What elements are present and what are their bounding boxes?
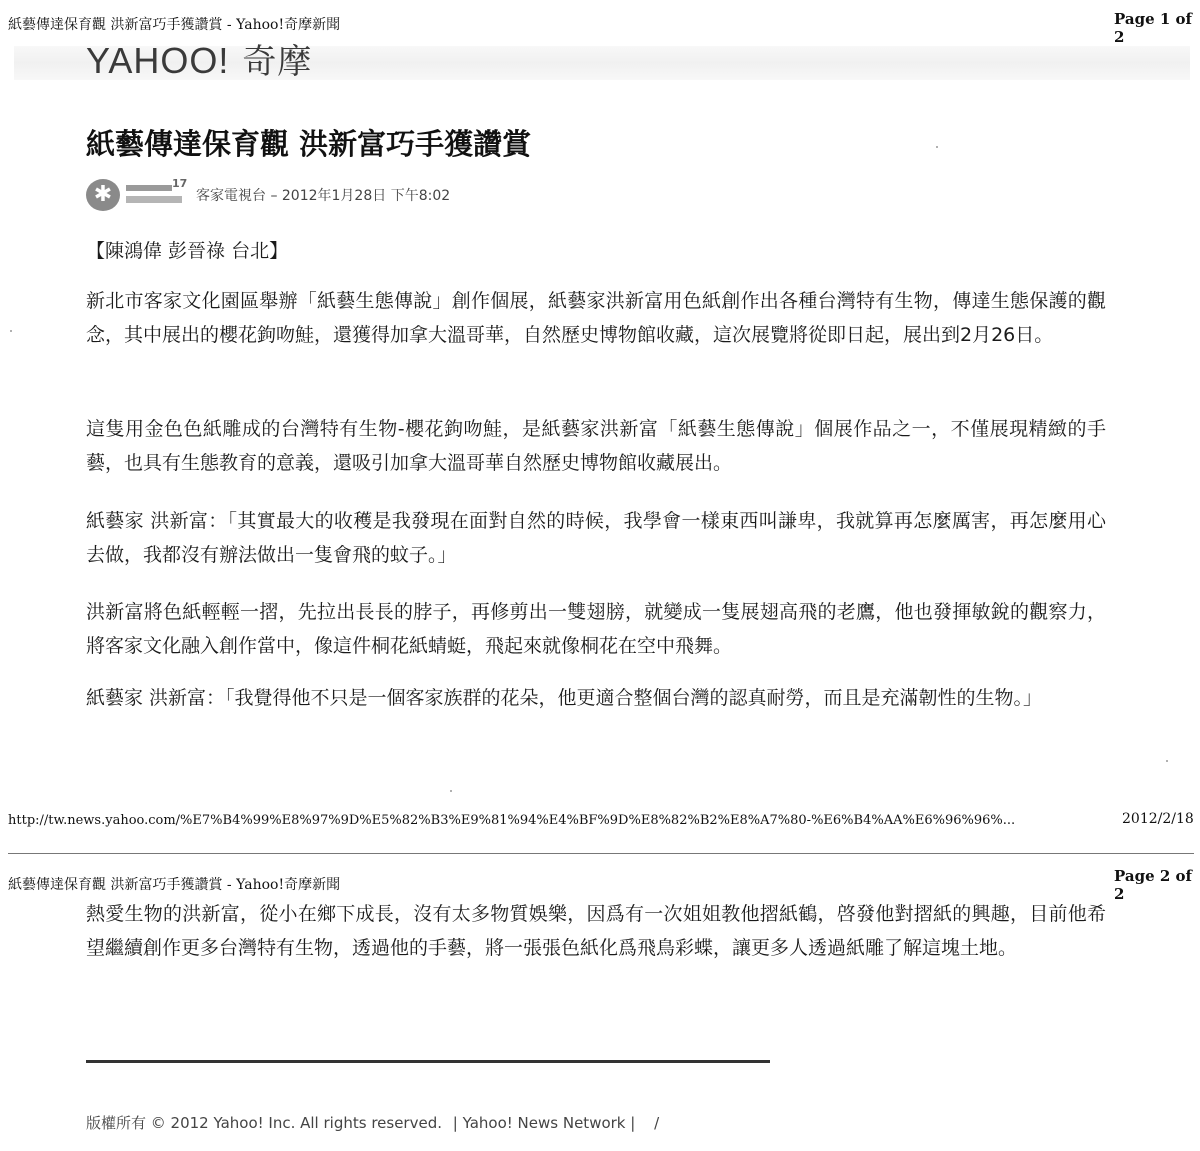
paragraph-4: 洪新富將色紙輕輕一摺，先拉出長長的脖子，再修剪出一雙翅膀，就變成一隻展翅高飛的老鷹，他也發揮敏銳的觀察力，將客家文化融入創作當中，像這件桐花紙蜻蜓，飛起來就像桐花在空中飛舞。	[86, 601, 1106, 657]
print-url: http://tw.news.yahoo.com/%E7%B4%99%E8%97%9D%E5%82%B3%E9%81%94%E4%BF%9D%E8%82%B2%E8%A7%80-%E6%B4%AA%E6%96%96%...	[8, 813, 1016, 828]
copyright-text: 版權所有 © 2012 Yahoo! Inc. All rights reserved.	[86, 1114, 442, 1132]
paragraph-6: 熱愛生物的洪新富，從小在鄉下成長，沒有太多物質娛樂，因爲有一次姐姐教他摺紙鶴，啓發他對摺紙的興趣，目前他希望繼續創作更多台灣特有生物，透過他的手藝，將一張張色紙化爲飛鳥彩蝶，讓更多人透過紙雕了解這塊土地。	[86, 903, 1106, 959]
page-number: Page 1 of 2	[1114, 10, 1192, 46]
footer-separator: |	[452, 1114, 458, 1132]
print-header-title-page2: 紙藝傳達保育觀 洪新富巧手獲讚賞 - Yahoo!奇摩新聞	[8, 877, 341, 893]
yahoo-logo-cjk: 奇摩	[242, 43, 313, 81]
footer-trailing-slash: /	[654, 1114, 660, 1132]
page-number-page2: Page 2 of 2	[1114, 867, 1192, 903]
paragraph-2: 這隻用金色色紙雕成的台灣特有生物-櫻花鉤吻鮭，是紙藝家洪新富「紙藝生態傳說」個展作品之一，不僅展現精緻的手藝，也具有生態教育的意義，還吸引加拿大溫哥華自然歷史博物館收藏展出。	[86, 418, 1106, 474]
paragraph-3: 紙藝家 洪新富：「其實最大的收穫是我發現在面對自然的時候，我學會一樣東西叫謙卑，我就算再怎麼厲害，再怎麼用心去做，我都沒有辦法做出一隻會飛的蚊子。」	[86, 510, 1106, 566]
yahoo-logo-latin: YAHOO!	[86, 40, 230, 81]
source-logo[interactable]	[86, 179, 186, 211]
yahoo-news-network-link[interactable]: Yahoo! News Network	[462, 1114, 626, 1132]
article-byline	[86, 178, 450, 212]
print-date: 2012/2/18	[1122, 811, 1194, 827]
footer-separator: |	[630, 1114, 636, 1132]
byline-text: 客家電視台 – 2012年1月28日 下午8:02	[196, 188, 451, 204]
star-icon: ✱	[86, 179, 120, 211]
reporters-line: 【陳鴻偉 彭晉祿 台北】	[86, 240, 289, 262]
scan-speck	[450, 790, 452, 792]
scan-speck	[10, 330, 12, 332]
source-logo-number: 17	[172, 177, 188, 190]
article-title: 紙藝傳達保育觀 洪新富巧手獲讚賞	[86, 127, 532, 161]
print-header-title: 紙藝傳達保育觀 洪新富巧手獲讚賞 - Yahoo!奇摩新聞	[8, 17, 341, 33]
scan-speck	[936, 146, 938, 148]
page-divider	[8, 853, 1194, 854]
site-footer	[86, 1112, 659, 1133]
scan-speck	[1166, 760, 1168, 762]
paragraph-5: 紙藝家 洪新富：「我覺得他不只是一個客家族群的花朵，他更適合整個台灣的認真耐勞，而且是充滿韌性的生物。」	[86, 687, 1043, 709]
yahoo-logo[interactable]	[86, 34, 312, 83]
footer-rule	[86, 1060, 770, 1063]
paragraph-1: 新北市客家文化園區舉辦「紙藝生態傳說」創作個展，紙藝家洪新富用色紙創作出各種台灣特有生物，傳達生態保護的觀念，其中展出的櫻花鉤吻鮭，還獲得加拿大溫哥華，自然歷史博物館收藏，這次展覽將從即日起，展出到2月26日。	[86, 290, 1106, 346]
